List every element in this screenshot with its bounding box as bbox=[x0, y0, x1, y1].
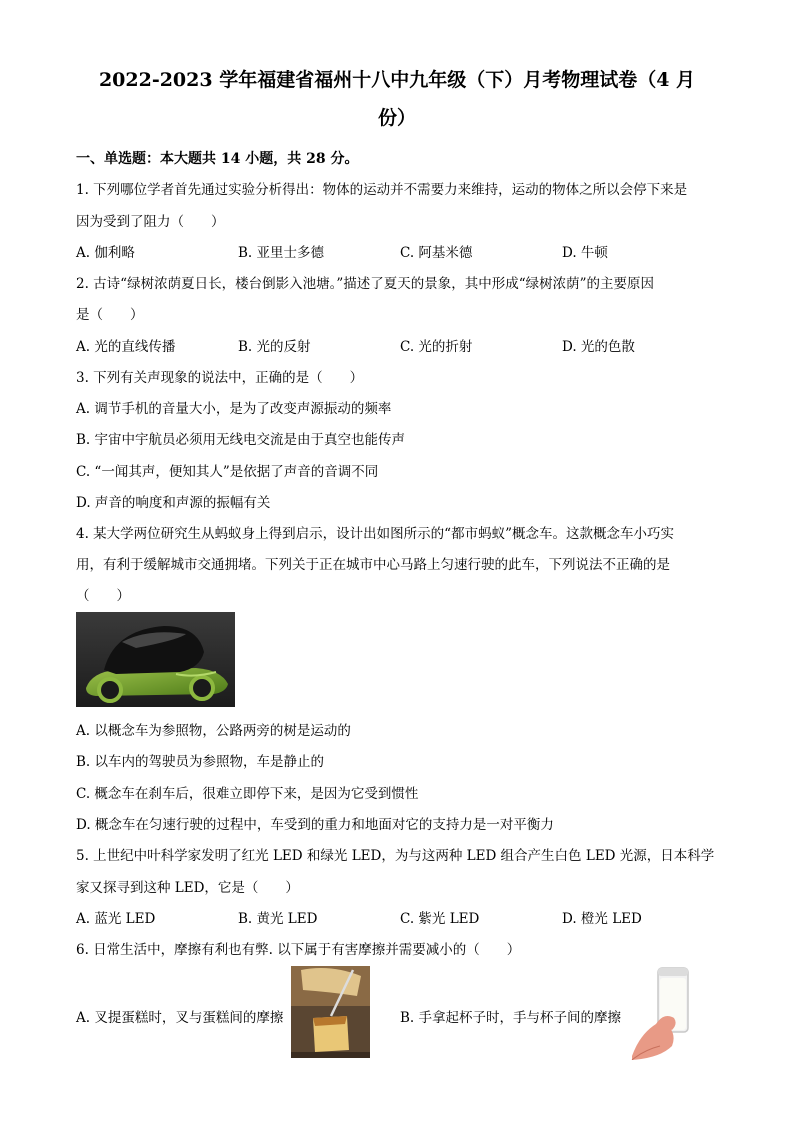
q4-option-c: C. 概念车在刹车后，很难立即停下来，是因为它受到惯性 bbox=[76, 786, 419, 802]
concept-car-image bbox=[76, 612, 235, 707]
q4-option-b: B. 以车内的驾驶员为参照物，车是静止的 bbox=[76, 754, 325, 770]
q1-stem-line1: 1. 下列哪位学者首先通过实验分析得出：物体的运动并不需要力来维持，运动的物体之所以会停下来是 bbox=[76, 182, 688, 198]
q3-stem: 3. 下列有关声现象的说法中，正确的是（ ） bbox=[76, 370, 364, 386]
q4-option-a: A. 以概念车为参照物，公路两旁的树是运动的 bbox=[76, 723, 351, 739]
q5-stem-line2: 家又探寻到这种 LED，它是（ ） bbox=[76, 880, 299, 896]
q5-option-c: C. 紫光 LED bbox=[400, 911, 480, 927]
q5-stem-line1: 5. 上世纪中叶科学家发明了红光 LED 和绿光 LED，为与这两种 LED 组合产生白色 LED 光源，日本科学 bbox=[76, 848, 715, 864]
q2-stem-line2: 是（ ） bbox=[76, 307, 144, 323]
q1-stem-line2: 因为受到了阻力（ ） bbox=[76, 214, 225, 230]
q3-option-d: D. 声音的响度和声源的振幅有关 bbox=[76, 495, 271, 511]
q3-option-c: C. “一闻其声，便知其人”是依据了声音的音调不同 bbox=[76, 464, 379, 480]
q6-option-a: A. 叉提蛋糕时，叉与蛋糕间的摩擦 bbox=[76, 1010, 284, 1026]
section-heading: 一、单选题：本大题共 14 小题，共 28 分。 bbox=[76, 151, 359, 167]
cake-fork-image bbox=[291, 966, 370, 1058]
milk-glass-image bbox=[630, 964, 692, 1060]
q1-option-c: C. 阿基米德 bbox=[400, 245, 473, 261]
q6-option-b: B. 手拿起杯子时，手与杯子间的摩擦 bbox=[400, 1010, 622, 1026]
q4-option-d: D. 概念车在匀速行驶的过程中，车受到的重力和地面对它的支持力是一对平衡力 bbox=[76, 817, 554, 833]
q2-option-d: D. 光的色散 bbox=[562, 339, 635, 355]
q4-stem-line1: 4. 某大学两位研究生从蚂蚁身上得到启示，设计出如图所示的“都市蚂蚁”概念车。这款概念车小巧实 bbox=[76, 526, 674, 542]
q2-option-b: B. 光的反射 bbox=[238, 339, 311, 355]
q1-option-b: B. 亚里士多德 bbox=[238, 245, 325, 261]
q1-option-d: D. 牛顿 bbox=[562, 245, 608, 261]
q5-option-d: D. 橙光 LED bbox=[562, 911, 642, 927]
q2-option-c: C. 光的折射 bbox=[400, 339, 473, 355]
q1-option-a: A. 伽利略 bbox=[76, 245, 135, 261]
q3-option-a: A. 调节手机的音量大小，是为了改变声源振动的频率 bbox=[76, 401, 392, 417]
q5-option-a: A. 蓝光 LED bbox=[76, 911, 156, 927]
q4-stem-line3: （ ） bbox=[76, 588, 130, 604]
q2-option-a: A. 光的直线传播 bbox=[76, 339, 176, 355]
q4-stem-line2: 用，有利于缓解城市交通拥堵。下列关于正在城市中心马路上匀速行驶的此车，下列说法不正确的是 bbox=[76, 557, 670, 573]
exam-title-line1: 2022-2023 学年福建省福州十八中九年级（下）月考物理试卷（4 月 bbox=[98, 69, 696, 91]
q2-stem-line1: 2. 古诗“绿树浓荫夏日长，楼台倒影入池塘。”描述了夏天的景象，其中形成“绿树浓荫”的主要原因 bbox=[76, 276, 655, 292]
q6-stem: 6. 日常生活中，摩擦有利也有弊. 以下属于有害摩擦并需要减小的（ ） bbox=[76, 942, 521, 958]
exam-title-line2: 份） bbox=[377, 107, 416, 129]
q3-option-b: B. 宇宙中宇航员必须用无线电交流是由于真空也能传声 bbox=[76, 432, 406, 448]
q5-option-b: B. 黄光 LED bbox=[238, 911, 318, 927]
